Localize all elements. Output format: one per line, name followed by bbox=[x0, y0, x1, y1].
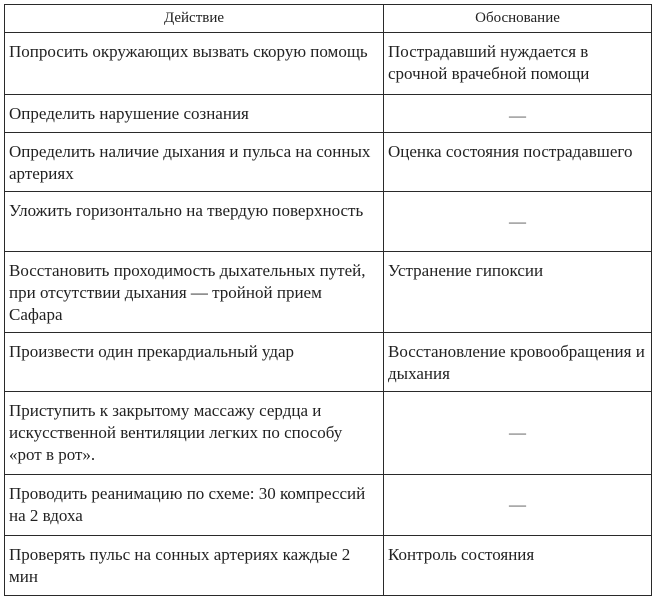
table-row bbox=[5, 252, 652, 333]
action-cell bbox=[5, 192, 384, 252]
reason-text: — bbox=[509, 211, 526, 231]
reason-text: Пострадавший нуждается в срочной врачебной помощи bbox=[388, 42, 590, 83]
action-cell bbox=[5, 133, 384, 192]
reason-cell bbox=[384, 392, 652, 475]
table-row bbox=[5, 133, 652, 192]
action-cell bbox=[5, 392, 384, 475]
procedure-table bbox=[4, 4, 652, 596]
action-text: Восстановить проходимость дыхательных путей, при отсутствии дыхания — тройной прием Сафара bbox=[9, 261, 366, 324]
table-row bbox=[5, 333, 652, 392]
table-row bbox=[5, 475, 652, 536]
reason-cell bbox=[384, 133, 652, 192]
reason-cell bbox=[384, 192, 652, 252]
table-body bbox=[5, 33, 652, 596]
action-cell bbox=[5, 95, 384, 133]
action-text: Попросить окружающих вызвать скорую помощь bbox=[9, 42, 368, 61]
reason-text: — bbox=[509, 495, 526, 514]
reason-cell bbox=[384, 333, 652, 392]
reason-cell bbox=[384, 475, 652, 536]
action-text: Произвести один прекардиальный удар bbox=[9, 342, 295, 361]
table-row bbox=[5, 392, 652, 475]
header-row bbox=[5, 5, 652, 33]
reason-cell bbox=[384, 252, 652, 333]
table-header bbox=[5, 5, 652, 33]
header-reason: Обоснование bbox=[384, 5, 652, 33]
table-row bbox=[5, 33, 652, 95]
reason-text: — bbox=[509, 423, 526, 442]
action-cell bbox=[5, 475, 384, 536]
action-text: Приступить к закрытому массажу сердца и искусственной вентиляции легких по способу «рот в рот». bbox=[9, 401, 343, 464]
action-cell bbox=[5, 536, 384, 596]
action-cell bbox=[5, 33, 384, 95]
reason-text: Контроль состояния bbox=[388, 545, 535, 564]
action-cell bbox=[5, 252, 384, 333]
reason-text: Оценка состояния пострадавшего bbox=[388, 142, 633, 161]
action-text: Определить наличие дыхания и пульса на сонных артериях bbox=[9, 142, 371, 183]
reason-text: Устранение гипоксии bbox=[388, 261, 544, 280]
reason-cell bbox=[384, 33, 652, 95]
action-text: Определить нарушение сознания bbox=[9, 104, 249, 123]
reason-text: — bbox=[509, 106, 526, 125]
header-action: Действие bbox=[5, 5, 384, 33]
table-row bbox=[5, 95, 652, 133]
action-cell bbox=[5, 333, 384, 392]
table-row bbox=[5, 192, 652, 252]
table-row bbox=[5, 536, 652, 596]
reason-text: Восстановление кровообращения и дыхания bbox=[388, 342, 645, 383]
reason-cell bbox=[384, 536, 652, 596]
reason-cell bbox=[384, 95, 652, 133]
action-text: Проверять пульс на сонных артериях каждые 2 мин bbox=[9, 545, 351, 586]
action-text: Проводить реанимацию по схеме: 30 компрессий на 2 вдоха bbox=[9, 484, 366, 525]
action-text: Уложить горизонтально на твердую поверхность bbox=[9, 201, 364, 220]
